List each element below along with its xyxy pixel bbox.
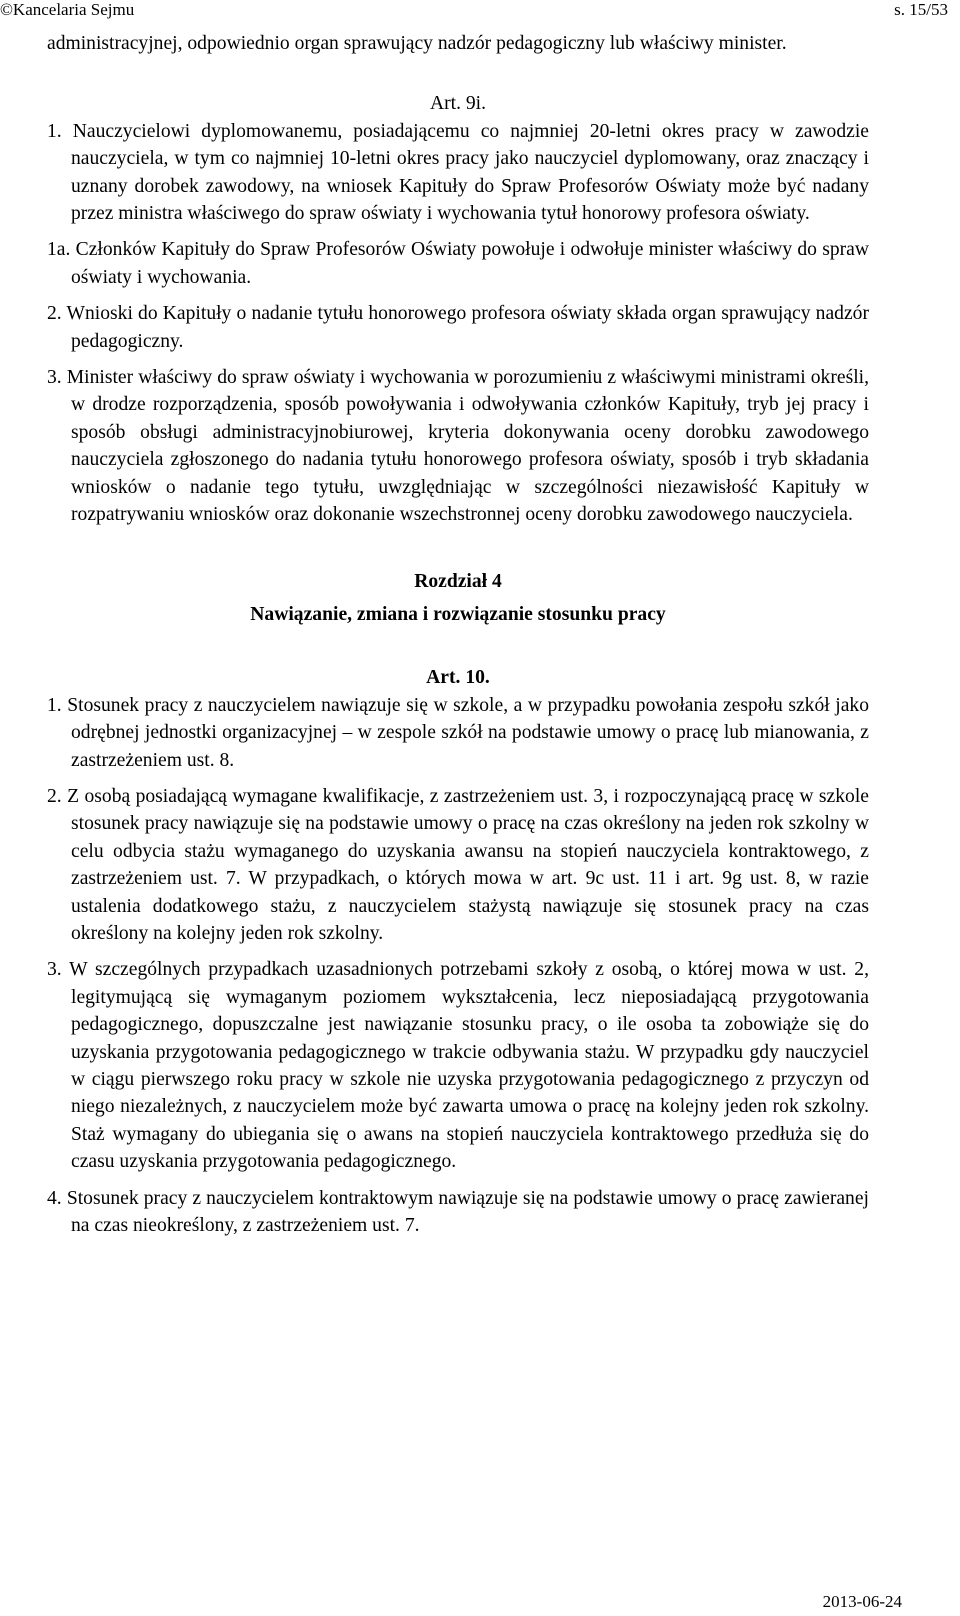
- paragraph-text: W szczególnych przypadkach uzasadnionych potrzebami szkoły z osobą, o której mowa w ust. 2, legitymującą się wymaganym poziomem wykształcenia, lecz nieposiadającą przygotowania pedagogicznego, dopuszczalne jest nawiązanie stosunku pracy, o ile osoba ta zobowiąże się do uzyskania przygotowania pedagogicznego w trakcie odbywania stażu. W przypadku gdy nauczyciel w ciągu pierwszego roku pracy w szkole nie uzyska przygotowania pedagogicznego z przyczyn od niego niezależnych, z nauczycielem może być zawarta umowa o pracę na kolejny jeden rok szkolny. Staż wymagany do ubiegania się o awans na stopień nauczyciela kontraktowego przedłuża się do czasu uzyskania przygotowania pedagogicznego.: [69, 959, 869, 1173]
- paragraph-number: 1a.: [47, 239, 71, 261]
- document-date: 2013-06-24: [822, 1592, 902, 1611]
- paragraph-text: Z osobą posiadającą wymagane kwalifikacje, z zastrzeżeniem ust. 3, i rozpoczynającą pracę w szkole stosunek pracy nawiązuje się na podstawie umowy o pracę na czas określony na jeden rok szkolny w celu odbycia stażu wymaganego do uzyskania awansu na stopień nauczyciela kontraktowego, z zastrzeżeniem ust. 7. W przypadkach, o których mowa w art. 9c ust. 11 i art. 9g ust. 8, w razie ustalenia dodatkowego stażu, z nauczycielem stażystą nawiązuje się stosunek pracy na czas określony na kolejny jeden rok szkolny.: [67, 785, 869, 944]
- paragraph-number: 2.: [47, 785, 62, 807]
- paragraph-text: Nauczycielowi dyplomowanemu, posiadającemu co najmniej 20-letni okres pracy w zawodzie nauczyciela, w tym co najmniej 10-letni okres pracy jako nauczyciel dyplomowany, oraz znaczący i uznany dorobek zawodowy, na wniosek Kapituły do Spraw Profesorów Oświaty może być nadany przez ministra właściwego do spraw oświaty i wychowania tytuł honorowy profesora oświaty.: [71, 120, 869, 225]
- paragraph-number: 4.: [47, 1187, 62, 1209]
- art9i-paragraph-1: [47, 118, 869, 228]
- page-number: s. 15/53: [894, 0, 948, 19]
- paragraph-text: Stosunek pracy z nauczycielem kontraktowym nawiązuje się na podstawie umowy o pracę zawieranej na czas nieokreślony, z zastrzeżeniem ust. 7.: [66, 1187, 869, 1237]
- paragraph-text: Minister właściwy do spraw oświaty i wychowania w porozumieniu z właściwymi ministrami określi, w drodze rozporządzenia, sposób powoływania i odwoływania członków Kapituły, tryb jej pracy i sposób obsługi administracyjnobiurowej, kryteria dokonywania oceny dorobku zawodowego nauczyciela zgłoszonego do nadania tytułu honorowego profesora oświaty, sposób i tryb składania wniosków o nadanie tego tytułu, uwzględniając w szczególności niezawisłość Kapituły w rozpatrywaniu wniosków oraz dokonanie wszechstronnej oceny dorobku zawodowego nauczyciela.: [66, 367, 869, 526]
- art9i-paragraph-3: [47, 364, 869, 528]
- paragraph-text: Wnioski do Kapituły o nadanie tytułu honorowego profesora oświaty składa organ sprawujący nadzór pedagogiczny.: [66, 303, 869, 352]
- paragraph-number: 3.: [47, 367, 62, 389]
- article-title-9i: Art. 9i.: [429, 93, 487, 115]
- continuation-text: administracyjnej, odpowiednio organ sprawujący nadzór pedagogiczny lub właściwy minister.: [47, 33, 787, 54]
- paragraph-number: 1.: [47, 694, 62, 716]
- art10-paragraph-2: [47, 783, 869, 947]
- paragraph-text: Członków Kapituły do Spraw Profesorów Oświaty powołuje i odwołuje minister właściwy do spraw oświaty i wychowania.: [71, 239, 870, 288]
- document-body: [47, 30, 869, 1248]
- art10-paragraph-4: [47, 1185, 869, 1240]
- paragraph-text: Stosunek pracy z nauczycielem nawiązuje się w szkole, a w przypadku powołania zespołu szkół jako odrębnej jednostki organizacyjnej – w zespole szkół na podstawie umowy o pracę lub mianowania, z zastrzeżeniem ust. 8.: [67, 694, 869, 771]
- chapter-subtitle: Nawiązanie, zmiana i rozwiązanie stosunku pracy: [250, 603, 666, 625]
- art10-paragraph-1: [47, 692, 869, 774]
- art9i-paragraph-1a: [47, 236, 869, 291]
- paragraph-number: 3.: [47, 959, 62, 981]
- art10-paragraph-3: [47, 956, 869, 1175]
- chapter-title: Rozdział 4: [414, 570, 502, 592]
- article-title-10: Art. 10.: [426, 667, 490, 689]
- paragraph-number: 2.: [47, 303, 62, 325]
- art9i-paragraph-2: [47, 300, 869, 355]
- copyright-source: ©Kancelaria Sejmu: [0, 0, 135, 19]
- paragraph-number: 1.: [47, 120, 62, 142]
